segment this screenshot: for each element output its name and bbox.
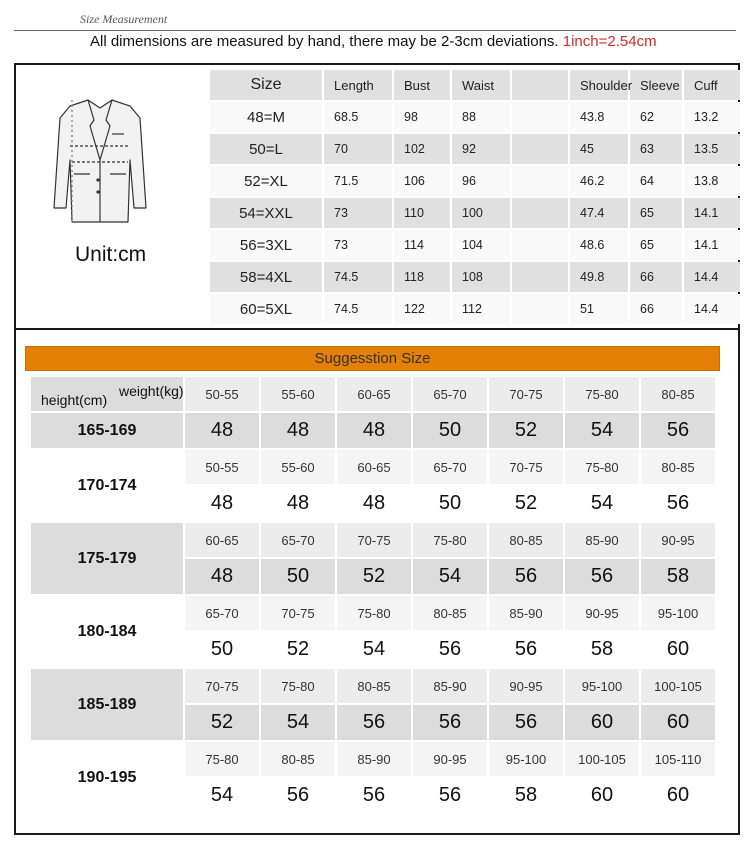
measurement-cell: 110 bbox=[394, 198, 450, 228]
weight-range-cell: 95-100 bbox=[489, 742, 563, 776]
weight-range-cell: 70-75 bbox=[185, 669, 259, 703]
measurement-cell: 64 bbox=[630, 166, 682, 196]
weight-range-cell: 85-90 bbox=[489, 596, 563, 630]
measurement-cell: 65 bbox=[630, 230, 682, 260]
suggested-size-cell: 48 bbox=[261, 486, 335, 521]
weight-range-cell: 70-75 bbox=[489, 450, 563, 484]
measurement-cell: 13.8 bbox=[684, 166, 740, 196]
measurement-cell: 70 bbox=[324, 134, 392, 164]
weight-range-cell: 60-65 bbox=[185, 523, 259, 557]
weight-range-cell: 90-95 bbox=[489, 669, 563, 703]
measurement-header-cell: Shoulder bbox=[570, 70, 628, 100]
measurement-cell: 49.8 bbox=[570, 262, 628, 292]
weight-range-cell: 90-95 bbox=[413, 742, 487, 776]
note-conversion: 1inch=2.54cm bbox=[562, 33, 657, 50]
suggestion-weight-row bbox=[31, 523, 715, 557]
suggested-size-cell: 48 bbox=[337, 486, 411, 521]
measurement-cell: 118 bbox=[394, 262, 450, 292]
suggestion-weight-row bbox=[31, 596, 715, 630]
measurement-cell: 66 bbox=[630, 294, 682, 324]
suggested-size-cell: 56 bbox=[489, 632, 563, 667]
weight-range-cell: 75-80 bbox=[565, 377, 639, 411]
weight-range-cell: 65-70 bbox=[185, 596, 259, 630]
suggested-size-cell: 54 bbox=[337, 632, 411, 667]
measurement-cell: 52=XL bbox=[210, 166, 322, 196]
measurement-cell: 66 bbox=[630, 262, 682, 292]
weight-range-cell: 80-85 bbox=[261, 742, 335, 776]
weight-range-cell: 80-85 bbox=[413, 596, 487, 630]
measurement-cell: 13.2 bbox=[684, 102, 740, 132]
measurement-cell: 122 bbox=[394, 294, 450, 324]
measurement-cell: 112 bbox=[452, 294, 510, 324]
suggested-size-cell: 52 bbox=[261, 632, 335, 667]
suggested-size-cell: 48 bbox=[185, 486, 259, 521]
suggested-size-cell: 60 bbox=[641, 778, 715, 813]
suggested-size-cell: 58 bbox=[489, 778, 563, 813]
suggested-size-cell: 56 bbox=[337, 778, 411, 813]
measurement-cell: 98 bbox=[394, 102, 450, 132]
weight-range-cell: 90-95 bbox=[641, 523, 715, 557]
suggested-size-cell: 48 bbox=[261, 413, 335, 448]
height-range-cell: 170-174 bbox=[31, 450, 183, 521]
suggested-size-cell: 56 bbox=[337, 705, 411, 740]
measurement-cell: 43.8 bbox=[570, 102, 628, 132]
measurement-row bbox=[210, 230, 740, 260]
suggested-size-cell: 56 bbox=[413, 778, 487, 813]
measurement-header-cell: Length bbox=[324, 70, 392, 100]
suggested-size-cell: 48 bbox=[337, 413, 411, 448]
suggested-size-cell: 54 bbox=[261, 705, 335, 740]
suggested-size-cell: 54 bbox=[413, 559, 487, 594]
weight-range-cell: 65-70 bbox=[413, 450, 487, 484]
measurement-row bbox=[210, 102, 740, 132]
measurement-note bbox=[90, 33, 657, 50]
measurement-header-cell: Waist bbox=[452, 70, 510, 100]
measurement-cell: 47.4 bbox=[570, 198, 628, 228]
measurement-cell: 92 bbox=[452, 134, 510, 164]
measurement-cell: 14.1 bbox=[684, 230, 740, 260]
suggestion-table bbox=[29, 375, 717, 815]
suggested-size-cell: 56 bbox=[641, 413, 715, 448]
measurement-cell: 48.6 bbox=[570, 230, 628, 260]
measurement-header-cell: Sleeve bbox=[630, 70, 682, 100]
weight-range-cell: 60-65 bbox=[337, 450, 411, 484]
measurement-cell: 14.4 bbox=[684, 262, 740, 292]
measurement-row bbox=[210, 198, 740, 228]
measurement-cell: 14.1 bbox=[684, 198, 740, 228]
measurement-cell bbox=[512, 262, 568, 292]
weight-range-cell: 85-90 bbox=[337, 742, 411, 776]
measurement-cell: 102 bbox=[394, 134, 450, 164]
weight-range-cell: 75-80 bbox=[337, 596, 411, 630]
suggested-size-cell: 60 bbox=[565, 705, 639, 740]
weight-range-cell: 105-110 bbox=[641, 742, 715, 776]
weight-range-cell: 100-105 bbox=[641, 669, 715, 703]
weight-range-cell: 60-65 bbox=[337, 377, 411, 411]
weight-range-cell: 80-85 bbox=[641, 450, 715, 484]
suggested-size-cell: 58 bbox=[565, 632, 639, 667]
corner-cell bbox=[31, 377, 183, 411]
suggested-size-cell: 50 bbox=[413, 413, 487, 448]
height-range-cell: 165-169 bbox=[31, 413, 183, 448]
suggested-size-cell: 54 bbox=[565, 413, 639, 448]
suggested-size-cell: 60 bbox=[641, 705, 715, 740]
measurement-cell bbox=[512, 294, 568, 324]
measurement-cell bbox=[512, 230, 568, 260]
suggested-size-cell: 52 bbox=[489, 413, 563, 448]
header-rule bbox=[14, 30, 736, 31]
height-range-cell: 185-189 bbox=[31, 669, 183, 740]
suggestion-weight-row bbox=[31, 669, 715, 703]
weight-range-cell: 75-80 bbox=[261, 669, 335, 703]
weight-range-cell: 70-75 bbox=[489, 377, 563, 411]
measurement-cell: 74.5 bbox=[324, 294, 392, 324]
measurement-cell: 54=XXL bbox=[210, 198, 322, 228]
measurement-cell: 114 bbox=[394, 230, 450, 260]
measurement-cell: 51 bbox=[570, 294, 628, 324]
measurement-header-row bbox=[210, 70, 740, 100]
suggested-size-cell: 56 bbox=[565, 559, 639, 594]
weight-range-cell: 85-90 bbox=[565, 523, 639, 557]
suggested-size-cell: 58 bbox=[641, 559, 715, 594]
weight-range-cell: 95-100 bbox=[641, 596, 715, 630]
corner-height-label: height(cm) bbox=[41, 392, 108, 408]
corner-weight-label: weight(kg) bbox=[119, 383, 184, 399]
suggested-size-cell: 52 bbox=[185, 705, 259, 740]
measurement-row bbox=[210, 262, 740, 292]
suggested-size-cell: 60 bbox=[565, 778, 639, 813]
suit-jacket-icon bbox=[50, 90, 150, 230]
weight-range-cell: 75-80 bbox=[185, 742, 259, 776]
section-divider bbox=[14, 328, 740, 330]
measurement-cell bbox=[512, 134, 568, 164]
measurement-cell: 68.5 bbox=[324, 102, 392, 132]
suggested-size-cell: 56 bbox=[489, 705, 563, 740]
measurement-row bbox=[210, 166, 740, 196]
suggested-size-cell: 54 bbox=[185, 778, 259, 813]
suggestion-size-row bbox=[31, 413, 715, 448]
measurement-header-cell: Bust bbox=[394, 70, 450, 100]
weight-range-cell: 80-85 bbox=[489, 523, 563, 557]
weight-range-cell: 65-70 bbox=[261, 523, 335, 557]
weight-range-cell: 50-55 bbox=[185, 450, 259, 484]
measurement-cell: 46.2 bbox=[570, 166, 628, 196]
weight-range-cell: 70-75 bbox=[337, 523, 411, 557]
weight-range-cell: 75-80 bbox=[565, 450, 639, 484]
suggestion-title-bar bbox=[25, 346, 720, 371]
measurement-cell: 106 bbox=[394, 166, 450, 196]
measurement-cell: 62 bbox=[630, 102, 682, 132]
height-range-cell: 180-184 bbox=[31, 596, 183, 667]
unit-label: Unit:cm bbox=[75, 243, 147, 266]
suggested-size-cell: 56 bbox=[641, 486, 715, 521]
measurement-header-cell: Size bbox=[210, 70, 322, 100]
measurement-cell: 88 bbox=[452, 102, 510, 132]
suggested-size-cell: 50 bbox=[261, 559, 335, 594]
weight-range-cell: 75-80 bbox=[413, 523, 487, 557]
weight-range-cell: 85-90 bbox=[413, 669, 487, 703]
measurement-table bbox=[208, 68, 742, 326]
suggested-size-cell: 52 bbox=[489, 486, 563, 521]
measurement-cell: 108 bbox=[452, 262, 510, 292]
measurement-cell: 104 bbox=[452, 230, 510, 260]
suggestion-weight-row bbox=[31, 450, 715, 484]
weight-range-cell: 55-60 bbox=[261, 450, 335, 484]
measurement-cell: 73 bbox=[324, 198, 392, 228]
weight-range-cell: 55-60 bbox=[261, 377, 335, 411]
header-title: Size Measurement bbox=[80, 12, 168, 26]
suggested-size-cell: 48 bbox=[185, 559, 259, 594]
measurement-cell: 65 bbox=[630, 198, 682, 228]
measurement-cell: 50=L bbox=[210, 134, 322, 164]
height-range-cell: 175-179 bbox=[31, 523, 183, 594]
suggestion-weight-row bbox=[31, 377, 715, 411]
measurement-cell: 73 bbox=[324, 230, 392, 260]
suggested-size-cell: 54 bbox=[565, 486, 639, 521]
suggested-size-cell: 48 bbox=[185, 413, 259, 448]
measurement-cell: 63 bbox=[630, 134, 682, 164]
measurement-cell: 48=M bbox=[210, 102, 322, 132]
measurement-cell bbox=[512, 102, 568, 132]
suggested-size-cell: 50 bbox=[413, 486, 487, 521]
suggestion-title: Suggesstion Size bbox=[314, 350, 431, 367]
measurement-cell: 60=5XL bbox=[210, 294, 322, 324]
measurement-cell: 100 bbox=[452, 198, 510, 228]
suggestion-weight-row bbox=[31, 742, 715, 776]
suggested-size-cell: 60 bbox=[641, 632, 715, 667]
measurement-header-cell: Cuff bbox=[684, 70, 740, 100]
suggested-size-cell: 56 bbox=[489, 559, 563, 594]
suggested-size-cell: 56 bbox=[413, 632, 487, 667]
note-main: All dimensions are measured by hand, there may be 2-3cm deviations. bbox=[90, 33, 563, 50]
weight-range-cell: 65-70 bbox=[413, 377, 487, 411]
measurement-cell bbox=[512, 166, 568, 196]
suggested-size-cell: 52 bbox=[337, 559, 411, 594]
measurement-cell: 56=3XL bbox=[210, 230, 322, 260]
measurement-cell: 58=4XL bbox=[210, 262, 322, 292]
weight-range-cell: 80-85 bbox=[337, 669, 411, 703]
weight-range-cell: 50-55 bbox=[185, 377, 259, 411]
measurement-row bbox=[210, 294, 740, 324]
measurement-row bbox=[210, 134, 740, 164]
suggested-size-cell: 50 bbox=[185, 632, 259, 667]
weight-range-cell: 100-105 bbox=[565, 742, 639, 776]
suggested-size-cell: 56 bbox=[413, 705, 487, 740]
measurement-header-cell bbox=[512, 70, 568, 100]
measurement-cell: 74.5 bbox=[324, 262, 392, 292]
height-range-cell: 190-195 bbox=[31, 742, 183, 813]
measurement-cell: 96 bbox=[452, 166, 510, 196]
weight-range-cell: 70-75 bbox=[261, 596, 335, 630]
weight-range-cell: 80-85 bbox=[641, 377, 715, 411]
suggested-size-cell: 56 bbox=[261, 778, 335, 813]
measurement-cell: 13.5 bbox=[684, 134, 740, 164]
weight-range-cell: 90-95 bbox=[565, 596, 639, 630]
measurement-cell: 71.5 bbox=[324, 166, 392, 196]
measurement-cell: 14.4 bbox=[684, 294, 740, 324]
measurement-cell: 45 bbox=[570, 134, 628, 164]
measurement-cell bbox=[512, 198, 568, 228]
weight-range-cell: 95-100 bbox=[565, 669, 639, 703]
